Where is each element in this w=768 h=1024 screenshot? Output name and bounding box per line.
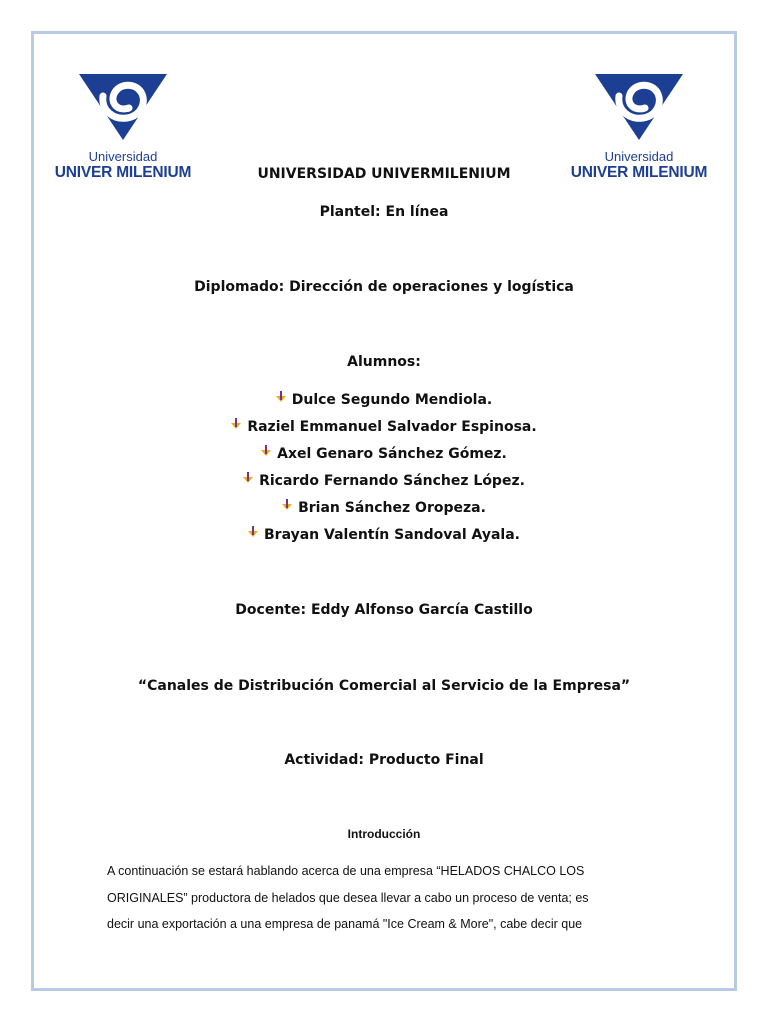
campus-line: Plantel: En línea [319, 204, 449, 220]
logo-text-universidad: Universidad [88, 149, 158, 164]
paragraph-line: A continuación se estará hablando acerca de una empresa “HELADOS CHALCO LOS [107, 864, 585, 878]
activity-line: Actividad: Producto Final [284, 752, 484, 768]
student-item [0, 418, 768, 435]
university-logo-left [50, 72, 196, 181]
shield-spiral-icon [593, 72, 685, 142]
student-name: Dulce Segundo Mendiola. [291, 392, 493, 408]
introduction-paragraph [107, 858, 667, 938]
arrow-bullet-icon [261, 445, 277, 461]
introduction-heading: Introducción [347, 827, 421, 841]
student-item [0, 391, 768, 408]
logo-text-univer-milenium: UNIVER MILENIUM [54, 164, 192, 181]
arrow-bullet-icon [282, 499, 298, 515]
teacher-line: Docente: Eddy Alfonso García Castillo [235, 602, 533, 618]
student-item [0, 445, 768, 462]
shield-spiral-icon [77, 72, 169, 142]
paragraph-line: decir una exportación a una empresa de panamá "Ice Cream & More", cabe decir que [107, 917, 583, 931]
student-item [0, 526, 768, 543]
logo-text-universidad: Universidad [604, 149, 674, 164]
arrow-bullet-icon [231, 418, 247, 434]
paragraph-line: ORIGINALES” productora de helados que desea llevar a cabo un proceso de venta; es [107, 890, 589, 905]
student-name: Brian Sánchez Oropeza. [298, 500, 486, 516]
student-name: Raziel Emmanuel Salvador Espinosa. [247, 419, 537, 435]
student-item [0, 499, 768, 516]
arrow-bullet-icon [243, 472, 259, 488]
student-name: Ricardo Fernando Sánchez López. [259, 473, 525, 489]
document-title: “Canales de Distribución Comercial al Servicio de la Empresa” [137, 678, 631, 694]
arrow-bullet-icon [248, 526, 264, 542]
university-logo-right [566, 72, 712, 181]
university-name: UNIVERSIDAD UNIVERMILENIUM [257, 166, 511, 182]
student-item [0, 472, 768, 489]
arrow-bullet-icon [276, 391, 292, 407]
logo-text-univer-milenium: UNIVER MILENIUM [570, 164, 708, 181]
diploma-line: Diplomado: Dirección de operaciones y logística [194, 279, 574, 295]
student-name: Brayan Valentín Sandoval Ayala. [264, 527, 520, 543]
students-label: Alumnos: [347, 354, 421, 370]
student-name: Axel Genaro Sánchez Gómez. [277, 446, 507, 462]
